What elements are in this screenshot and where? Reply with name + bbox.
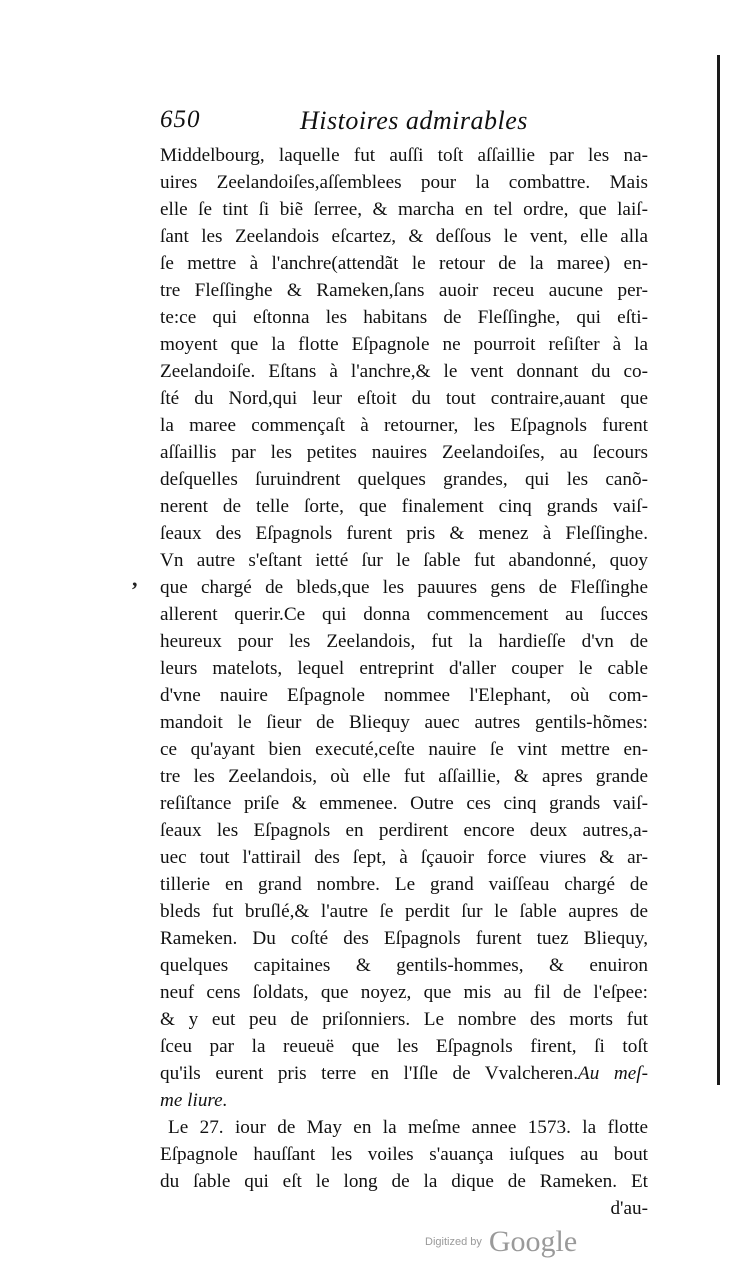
text-line: la maree commençaſt à retourner, les Eſpagnols furent (160, 415, 648, 436)
citation-start: Au meſ- (578, 1063, 648, 1084)
text-line: Middelbourg, laquelle fut auſſi toſt aſſaillie par les na- (160, 145, 648, 166)
text-line-with-citation (160, 1060, 648, 1087)
text-line: leurs matelots, lequel entreprint d'aller couper le cable (160, 658, 648, 679)
text-line: nerent de telle ſorte, que finalement cinq grands vaiſ- (160, 496, 648, 517)
paragraph-line: Eſpagnole hauſſant les voiles s'auança iuſques au bout (160, 1144, 648, 1165)
text-line: tillerie en grand nombre. Le grand vaiſſeau chargé de (160, 874, 648, 895)
text-line: ſté du Nord,qui leur eſtoit du tout contraire,auant que (160, 388, 648, 409)
text-line: moyent que la flotte Eſpagnole ne pourroit reſiſter à la (160, 334, 648, 355)
text-line: heureux pour les Zeelandois, fut la hardieſſe d'vn de (160, 631, 648, 652)
page-header (160, 106, 660, 142)
running-title: Histoires admirables (300, 106, 528, 135)
text-line: & y eut peu de priſonniers. Le nombre des morts fut (160, 1009, 648, 1030)
text-line: ce qu'ayant bien executé,ceſte nauire ſe vint mettre en- (160, 739, 648, 760)
text-line: aſſaillis par les petites nauires Zeelandoiſes, au ſecours (160, 442, 648, 463)
text-line: que chargé de bleds,que les pauures gens de Fleſſinghe (160, 577, 648, 598)
text-line: tre Fleſſinghe & Rameken,ſans auoir receu aucune per- (160, 280, 648, 301)
digitized-watermark (425, 1225, 577, 1265)
text-line: elle ſe tint ſi biẽ ſerree, & marcha en tel ordre, que laiſ- (160, 199, 648, 220)
text-line: Zeelandoiſe. Eſtans à l'anchre,& le vent donnant du co- (160, 361, 648, 382)
margin-mark: , (132, 566, 138, 591)
text-line: ſant les Zeelandois eſcartez, & deſſous le vent, elle alla (160, 226, 648, 247)
text-line: Vn autre s'eſtant ietté ſur le ſable fut abandonné, quoy (160, 550, 648, 571)
text-line: te:ce qui eſtonna les habitans de Fleſſinghe, qui eſti- (160, 307, 648, 328)
text-line: quelques capitaines & gentils-hommes, & enuiron (160, 955, 648, 976)
text-line: tre les Zeelandois, où elle fut aſſaillie, & apres grande (160, 766, 648, 787)
text-line: mandoit le ſieur de Bliequy auec autres gentils-hõmes: (160, 712, 648, 733)
text-line: d'vne nauire Eſpagnole nommee l'Elephant, où com- (160, 685, 648, 706)
page-number: 650 (160, 106, 201, 133)
text-line: deſquelles ſuruindrent quelques grandes, qui les canõ- (160, 469, 648, 490)
google-logo: Google (488, 1225, 578, 1258)
page-edge-line (717, 55, 720, 1085)
paragraph-line: Le 27. iour de May en la meſme annee 1573. la flotte (168, 1117, 648, 1138)
text-line: Rameken. Du coſté des Eſpagnols furent tuez Bliequy, (160, 928, 648, 949)
body-text (160, 142, 648, 1222)
citation-end-line (160, 1087, 648, 1114)
text-line: ſe mettre à l'anchre(attendãt le retour de la maree) en- (160, 253, 648, 274)
catchword: d'au- (610, 1198, 648, 1219)
text-line: ſeaux des Eſpagnols furent pris & menez à Fleſſinghe. (160, 523, 648, 544)
paragraph-line: du ſable qui eſt le long de la dique de Rameken. Et (160, 1171, 648, 1192)
text-line-content: qu'ils eurent pris terre en l'Iſle de Vvalcheren. (160, 1063, 579, 1084)
text-line: reſiſtance priſe & emmenee. Outre ces cinq grands vaiſ- (160, 793, 648, 814)
text-line: bleds fut bruſlé,& l'autre ſe perdit ſur le ſable aupres de (160, 901, 648, 922)
citation-end: me liure. (160, 1090, 228, 1111)
text-line: uires Zeelandoiſes,aſſemblees pour la combattre. Mais (160, 172, 648, 193)
text-line: ſeaux les Eſpagnols en perdirent encore deux autres,a- (160, 820, 648, 841)
text-line: allerent querir.Ce qui donna commencement au ſucces (160, 604, 648, 625)
text-line: uec tout l'attirail des ſept, à ſçauoir force viures & ar- (160, 847, 648, 868)
text-line: neuf cens ſoldats, que noyez, que mis au fil de l'eſpee: (160, 982, 648, 1003)
watermark-label: Digitized by (425, 1236, 482, 1248)
text-line: ſceu par la reueuë que les Eſpagnols firent, ſi toſt (160, 1036, 648, 1057)
